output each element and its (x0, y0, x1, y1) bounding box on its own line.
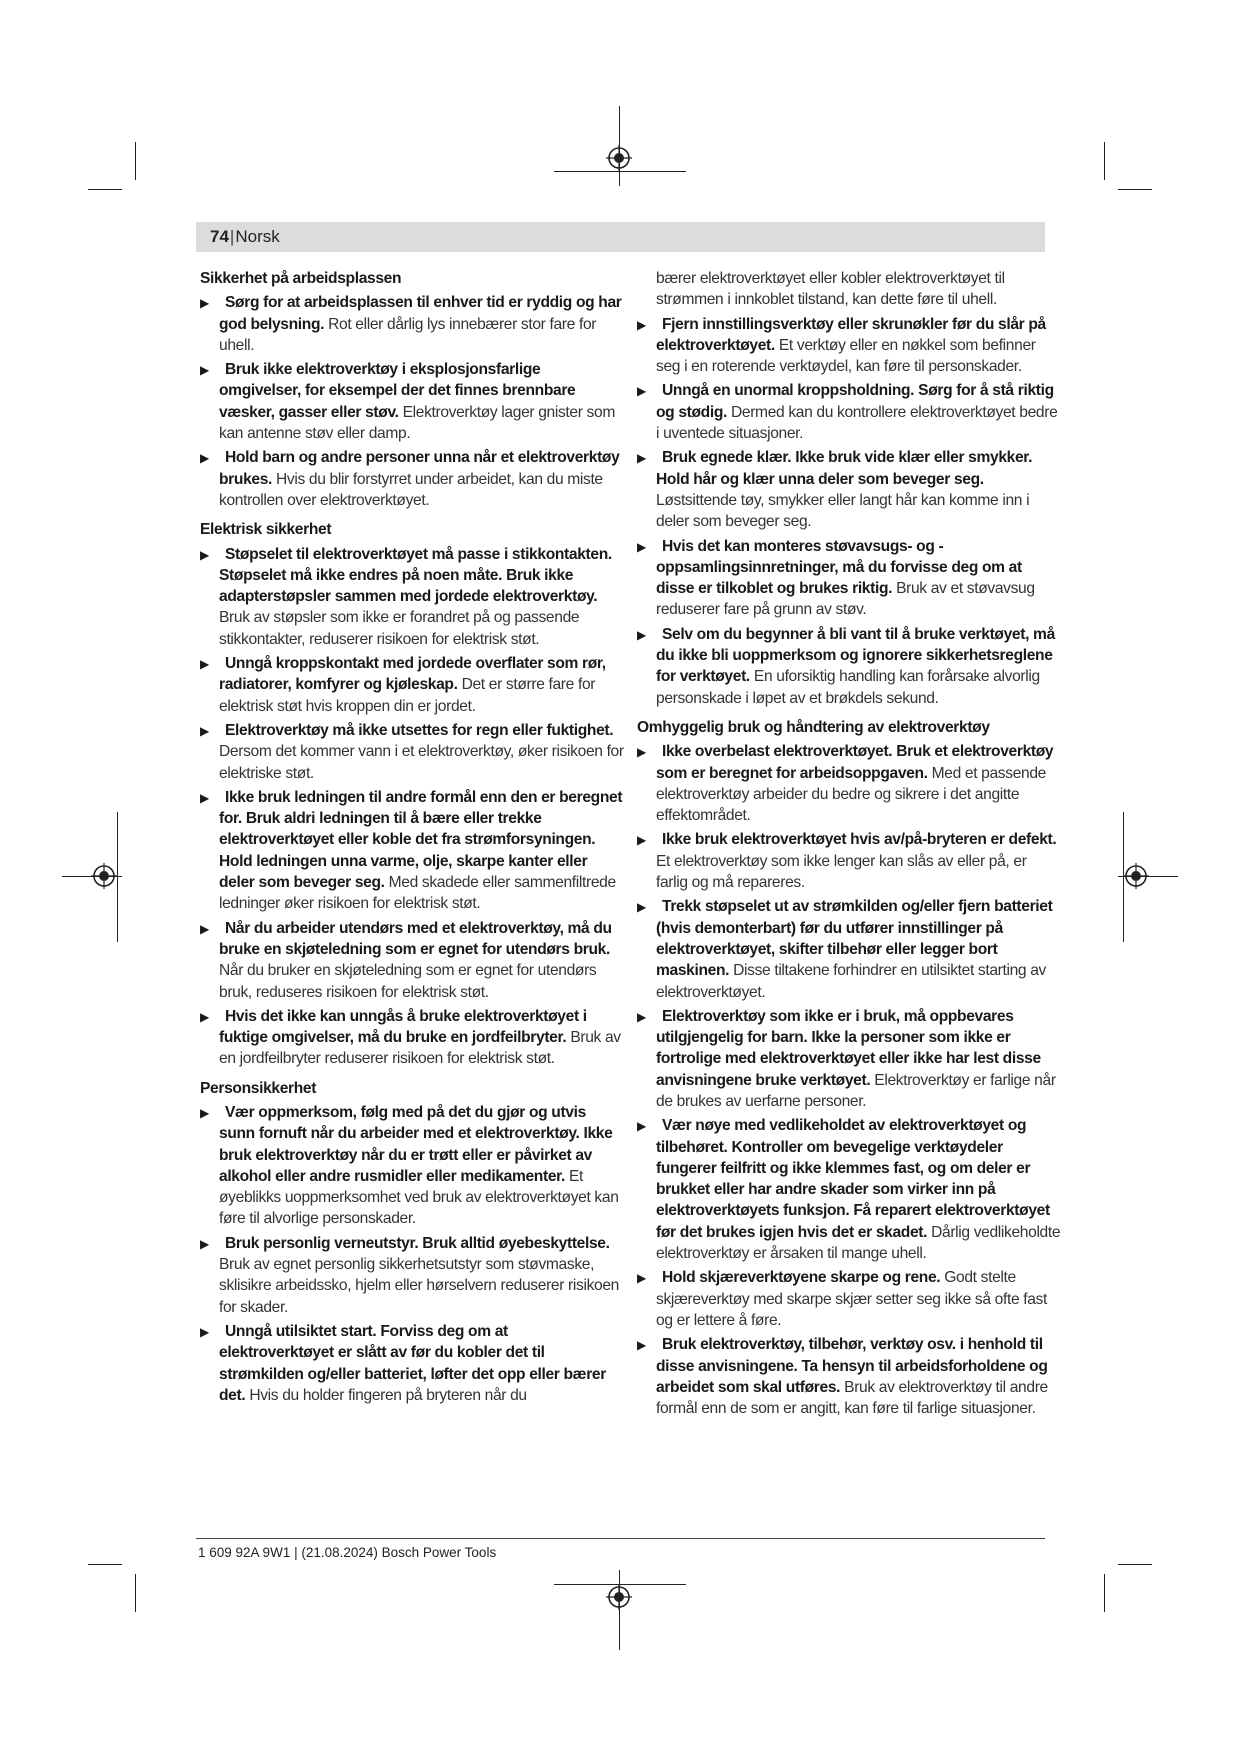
bullet-description: Et øyeblikks uoppmerksomhet ved bruk av elektroverktøyet kan føre til alvorlige personskader. (219, 1167, 619, 1228)
safety-bullet (200, 1321, 624, 1406)
bullet-arrow-icon: ▶ (200, 1009, 209, 1024)
header-separator: | (229, 227, 235, 246)
safety-bullet (200, 918, 624, 1003)
bullet-arrow-icon: ▶ (200, 296, 209, 311)
safety-bullet (637, 1006, 1061, 1112)
safety-bullet (637, 447, 1061, 532)
bullet-arrow-icon: ▶ (200, 451, 209, 466)
safety-bullet (200, 1102, 624, 1230)
section-heading: Elektrisk sikkerhet (200, 521, 332, 539)
registration-target-icon (606, 1584, 632, 1610)
bullet-arrow-icon: ▶ (200, 1236, 209, 1251)
bullet-lead: Når du arbeider utendørs med et elektroverktøy, må du bruke en skjøteledning som er egnet for utendørs bruk. (219, 919, 612, 958)
bullet-arrow-icon: ▶ (637, 317, 646, 332)
crop-mark (88, 1564, 122, 1565)
bullet-lead: Ikke bruk elektroverktøyet hvis av/på-bryteren er defekt. (662, 831, 1057, 849)
safety-bullet (637, 1115, 1061, 1264)
bullet-description: Rot eller dårlig lys innebærer stor fare for uhell. (219, 315, 597, 354)
safety-bullet (200, 1006, 624, 1070)
bullet-lead: Bruk egnede klær. Ikke bruk vide klær eller smykker. Hold hår og klær unna deler som beveger seg. (656, 449, 1033, 488)
bullet-lead: Ikke overbelast elektroverktøyet. Bruk et elektroverktøy som er beregnet for arbeidsoppgaven. (656, 743, 1054, 782)
crop-mark (135, 1574, 136, 1612)
crop-mark (1104, 142, 1105, 180)
bullet-lead: Unngå kroppskontakt med jordede overflater som rør, radiatorer, komfyrer og kjøleskap. (219, 655, 606, 694)
registration-target-icon (606, 145, 632, 171)
bullet-arrow-icon: ▶ (200, 657, 209, 672)
bullet-lead: Unngå utilsiktet start. Forviss deg om at elektroverktøyet er slått av før du kobler det til strømkilden og/eller batteriet, løfter det opp eller bærer det. (219, 1322, 606, 1404)
bullet-description: Bruk av en jordfeilbryter reduserer risikoen for elektrisk støt. (219, 1029, 621, 1068)
safety-bullet (637, 624, 1061, 709)
registration-line (619, 1570, 620, 1650)
bullet-description: Bruk av et støvavsug reduserer fare på grunn av støv. (656, 580, 1035, 619)
bullet-description: En uforsiktig handling kan forårsake alvorlig personskade i løpet av et brøkdels sekund. (656, 668, 1040, 707)
bullet-lead: Ikke bruk ledningen til andre formål enn den er beregnet for. Bruk aldri ledningen til å bære eller trekke elektroverktøyet eller koble det fra strømforsyningen. Hold ledningen unna varme, olje, skarpe kanter eller deler som beveger seg. (219, 788, 623, 892)
bullet-lead: Hvis det ikke kan unngås å bruke elektroverktøyet i fuktige omgivelser, må du bruke en jordfeilbryter. (219, 1007, 587, 1047)
page-header-bar (196, 222, 1045, 252)
footer-text: 1 609 92A 9W1 | (21.08.2024) Bosch Power Tools (198, 1545, 497, 1560)
bullet-lead: Selv om du begynner å bli vant til å bruke verktøyet, må du ikke bli uoppmerksom og ignorere sikkerhetsreglene for verktøyet. (656, 625, 1055, 686)
safety-bullet (637, 829, 1061, 893)
bullet-arrow-icon: ▶ (200, 1105, 209, 1120)
bullet-lead: Vær oppmerksom, følg med på det du gjør og utvis sunn fornuft når du arbeider med et elektroverktøy. Ikke bruk elektroverktøy når du er trøtt eller er påvirket av alkohol eller andre rusmidler eller medikamenter. (219, 1103, 613, 1185)
bullet-description: Hvis du blir forstyrret under arbeidet, kan du miste kontrollen over elektroverktøyet. (219, 470, 603, 509)
bullet-lead: Hold barn og andre personer unna når et elektroverktøy brukes. (219, 449, 620, 488)
bullet-lead: Unngå en unormal kroppsholdning. Sørg for å stå riktig og stødig. (656, 382, 1054, 421)
bullet-arrow-icon: ▶ (637, 539, 646, 554)
bullet-description: Dersom det kommer vann i et elektroverktøy, øker risikoen for elektriske støt. (219, 743, 624, 782)
bullet-arrow-icon: ▶ (637, 451, 646, 466)
safety-bullet (200, 447, 624, 511)
crop-mark (88, 189, 122, 190)
page-number: 74 (210, 227, 229, 246)
bullet-lead: Vær nøye med vedlikeholdet av elektroverktøyet og tilbehøret. Kontroller om bevegelige verktøydeler fungerer feilfritt og ikke klemmes fast, og om deler er brukket eller har andre skader som virker inn på elektroverktøyets funksjon. Få reparert elektroverktøyet før det brukes igjen hvis det er skadet. (656, 1117, 1050, 1241)
bullet-description: Elektroverktøy lager gnister som kan antenne støv eller damp. (219, 403, 615, 443)
bullet-arrow-icon: ▶ (637, 1271, 646, 1286)
bullet-description: Bruk av egnet personlig sikkerhetsutstyr som støvmaske, sklisikre arbeidssko, hjelm eller hørselvern reduserer risikoen for skader. (219, 1256, 619, 1316)
section-heading: Personsikkerhet (200, 1079, 317, 1097)
safety-bullet (200, 787, 624, 915)
bullet-arrow-icon: ▶ (637, 833, 646, 848)
bullet-description: Dermed kan du kontrollere elektroverktøyet bedre i uventede situasjoner. (656, 403, 1058, 443)
bullet-lead: Støpselet til elektroverktøyet må passe i stikkontakten. Støpselet må ikke endres på noen måte. Bruk ikke adapterstøpsler sammen med jordede elektroverktøy. (219, 545, 612, 606)
left-column (200, 268, 624, 1409)
bullet-description: Bruk av elektroverktøy til andre formål enn de som er angitt, kan føre til farlige situasjoner. (656, 1378, 1048, 1418)
continued-paragraph: bærer elektroverktøyet eller kobler elektroverktøyet til strømmen i innkoblet tilstand, kan dette føre til uhell. (656, 270, 1005, 309)
safety-bullet (637, 536, 1061, 621)
page-header (210, 226, 280, 248)
crop-mark (1118, 189, 1152, 190)
safety-bullet (200, 720, 624, 784)
bullet-description: Et verktøy eller en nøkkel som befinner seg i en roterende verktøydel, kan føre til personskader. (656, 336, 1036, 376)
bullet-arrow-icon: ▶ (200, 1324, 209, 1339)
page-language: Norsk (235, 227, 280, 246)
crop-mark (1104, 1574, 1105, 1612)
crop-mark (135, 142, 136, 180)
safety-bullet (637, 314, 1061, 378)
bullet-description: Med et passende elektroverktøy arbeider du bedre og sikrere i det angitte effektområdet. (656, 764, 1046, 825)
safety-bullet (637, 741, 1061, 826)
bullet-lead: Hvis det kan monteres støvavsugs- og -oppsamlingsinnretninger, må du forvisse deg om at disse er tilkoblet og brukes riktig. (656, 537, 1022, 598)
registration-target-icon (1123, 863, 1149, 889)
bullet-description: Bruk av støpsler som ikke er forandret på og passende stikkontakter, reduserer risikoen for elektrisk støt. (219, 609, 580, 648)
bullet-arrow-icon: ▶ (637, 384, 646, 399)
bullet-description: Dårlig vedlikeholdte elektroverktøy er årsaken til mange uhell. (656, 1223, 1061, 1263)
bullet-arrow-icon: ▶ (200, 547, 209, 562)
safety-bullet (200, 359, 624, 444)
safety-bullet (200, 292, 624, 356)
safety-bullet (200, 544, 624, 650)
footer-rule (196, 1538, 1045, 1539)
section-heading: Omhyggelig bruk og håndtering av elektroverktøy (637, 718, 990, 736)
safety-bullet (637, 380, 1061, 444)
safety-bullet (637, 896, 1061, 1002)
registration-line (117, 812, 118, 942)
bullet-description: Når du bruker en skjøteledning som er egnet for utendørs bruk, reduseres risikoen for elektrisk støt. (219, 962, 597, 1001)
safety-bullet (200, 653, 624, 717)
bullet-lead: Trekk støpselet ut av strømkilden og/eller fjern batteriet (hvis demonterbart) før du utfører innstillinger på elektroverktøyet, skifter tilbehør eller legger bort maskinen. (656, 898, 1053, 980)
bullet-lead: Sørg for at arbeidsplassen til enhver tid er ryddig og har god belysning. (219, 294, 622, 333)
crop-mark (1118, 1564, 1152, 1565)
bullet-arrow-icon: ▶ (637, 900, 646, 915)
section-heading: Sikkerhet på arbeidsplassen (200, 270, 402, 287)
bullet-arrow-icon: ▶ (637, 1338, 646, 1353)
bullet-arrow-icon: ▶ (200, 363, 209, 378)
bullet-description: Et elektroverktøy som ikke lenger kan slås av eller på, er farlig og må repareres. (656, 852, 1027, 892)
bullet-lead: Bruk ikke elektroverktøy i eksplosjonsfarlige omgivelser, for eksempel der det finnes brennbare væsker, gasser eller støv. (219, 361, 576, 421)
bullet-description: Elektroverktøy er farlige når de brukes av uerfarne personer. (656, 1071, 1056, 1110)
bullet-arrow-icon: ▶ (200, 921, 209, 936)
registration-line (554, 171, 686, 172)
bullet-lead: Hold skjæreverktøyene skarpe og rene. (662, 1269, 941, 1287)
right-column (637, 268, 1061, 1422)
bullet-description: Hvis du holder fingeren på bryteren når du (249, 1386, 527, 1404)
bullet-lead: Bruk personlig verneutstyr. Bruk alltid øyebeskyttelse. (225, 1234, 610, 1252)
safety-bullet (200, 1233, 624, 1318)
bullet-arrow-icon: ▶ (637, 627, 646, 642)
bullet-arrow-icon: ▶ (637, 1009, 646, 1024)
bullet-arrow-icon: ▶ (200, 723, 209, 738)
bullet-lead: Elektroverktøy må ikke utsettes for regn eller fuktighet. (225, 721, 614, 739)
bullet-description: Godt stelte skjæreverktøy med skarpe skjær setter seg ikke så ofte fast og er lettere å føre. (656, 1269, 1047, 1329)
bullet-arrow-icon: ▶ (200, 790, 209, 805)
bullet-lead: Fjern innstillingsverktøy eller skrunøkler før du slår på elektroverktøyet. (656, 315, 1046, 354)
bullet-arrow-icon: ▶ (637, 745, 646, 760)
safety-bullet (637, 1267, 1061, 1331)
bullet-description: Løstsittende tøy, smykker eller langt hår kan komme inn i deler som beveger seg. (656, 491, 1030, 531)
bullet-arrow-icon: ▶ (637, 1119, 646, 1134)
registration-target-icon (91, 863, 117, 889)
bullet-description: Det er større fare for elektrisk støt hvis kroppen din er jordet. (219, 676, 596, 715)
bullet-lead: Bruk elektroverktøy, tilbehør, verktøy osv. i henhold til disse anvisningene. Ta hensyn til arbeidsforholdene og arbeidet som skal utføres. (656, 1336, 1048, 1396)
bullet-lead: Elektroverktøy som ikke er i bruk, må oppbevares utilgjengelig for barn. Ikke la personer som ikke er fortrolige med elektroverktøyet eller ikke har lest disse anvisningene bruke verktøyet. (656, 1007, 1041, 1089)
bullet-description: Med skadede eller sammenfiltrede ledninger øker risikoen for elektrisk støt. (219, 874, 616, 913)
bullet-description: Disse tiltakene forhindrer en utilsiktet starting av elektroverktøyet. (656, 962, 1046, 1001)
safety-bullet (637, 1334, 1061, 1419)
